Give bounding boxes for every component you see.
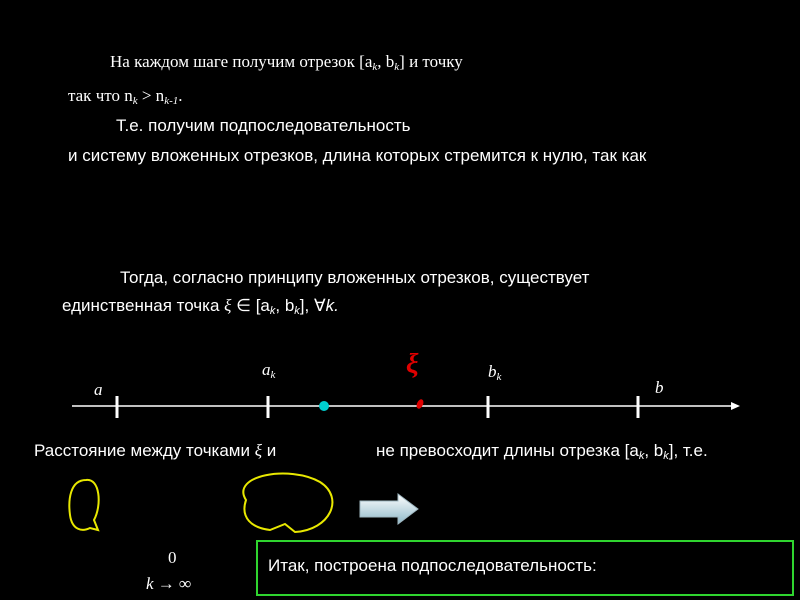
label-bk-main: b (488, 362, 497, 381)
limit-k-to-infinity: k → ∞ (146, 574, 192, 593)
label-bk (488, 362, 501, 387)
label-ak (262, 360, 275, 385)
sub-k: k (132, 95, 138, 107)
right-arrow-icon (360, 494, 418, 524)
line6-part: k. (325, 296, 339, 315)
cyan-point (319, 401, 329, 411)
line6-part: ∈ [a (231, 296, 270, 315)
label-ak-main: a (262, 360, 271, 379)
sub-k: k (294, 305, 300, 317)
sub-k: k (638, 450, 645, 462)
conclusion-box (256, 540, 794, 596)
xi-symbol: ξ (224, 296, 232, 315)
line6-part: , b (275, 296, 295, 315)
xi-point (415, 398, 425, 410)
xi-symbol: ξ (254, 441, 262, 460)
distance-text-part: и (262, 441, 277, 460)
sub-k: k (372, 61, 378, 73)
right-balloon-shape (243, 474, 332, 532)
sub-k-1: k-1 (164, 95, 179, 107)
line2-part: так что n (68, 86, 133, 105)
label-bk-sub: k (496, 371, 502, 383)
text-line-4: и систему вложенных отрезков, длина которых стремится к нулю, так как (68, 146, 647, 165)
conclusion-text: Итак, построена подпоследовательность: (268, 556, 597, 575)
label-xi: ξ (406, 349, 419, 380)
line6-part: ], ∀ (299, 296, 326, 315)
exceeds-text (376, 441, 708, 466)
label-a: a (94, 380, 103, 399)
exceeds-text-part: не превосходит длины отрезка [a (376, 441, 639, 460)
exceeds-text-part: , b (644, 441, 664, 460)
line2-part: . (178, 86, 183, 105)
line1-part: ] и точку (399, 52, 463, 71)
distance-text (34, 441, 276, 461)
sub-k: k (394, 61, 400, 73)
line1-part: На каждом шаге получим отрезок [a (110, 52, 373, 71)
line6-part: единственная точка (62, 296, 225, 315)
left-balloon-shape (69, 480, 98, 530)
sub-k: k (269, 305, 276, 317)
label-b: b (655, 378, 664, 397)
label-ak-sub: k (270, 369, 276, 381)
text-line-5: Тогда, согласно принципу вложенных отрезков, существует (120, 268, 590, 287)
line1-part: , b (377, 52, 395, 71)
axis-arrow (731, 402, 740, 410)
sub-k: k (663, 450, 669, 462)
exceeds-text-part: ], т.е. (668, 441, 708, 460)
distance-text-part: Расстояние между точками (34, 441, 255, 460)
line2-part: > n (137, 86, 165, 105)
limit-zero: 0 (168, 548, 177, 567)
text-line-3: Т.е. получим подпоследовательность (116, 116, 411, 135)
